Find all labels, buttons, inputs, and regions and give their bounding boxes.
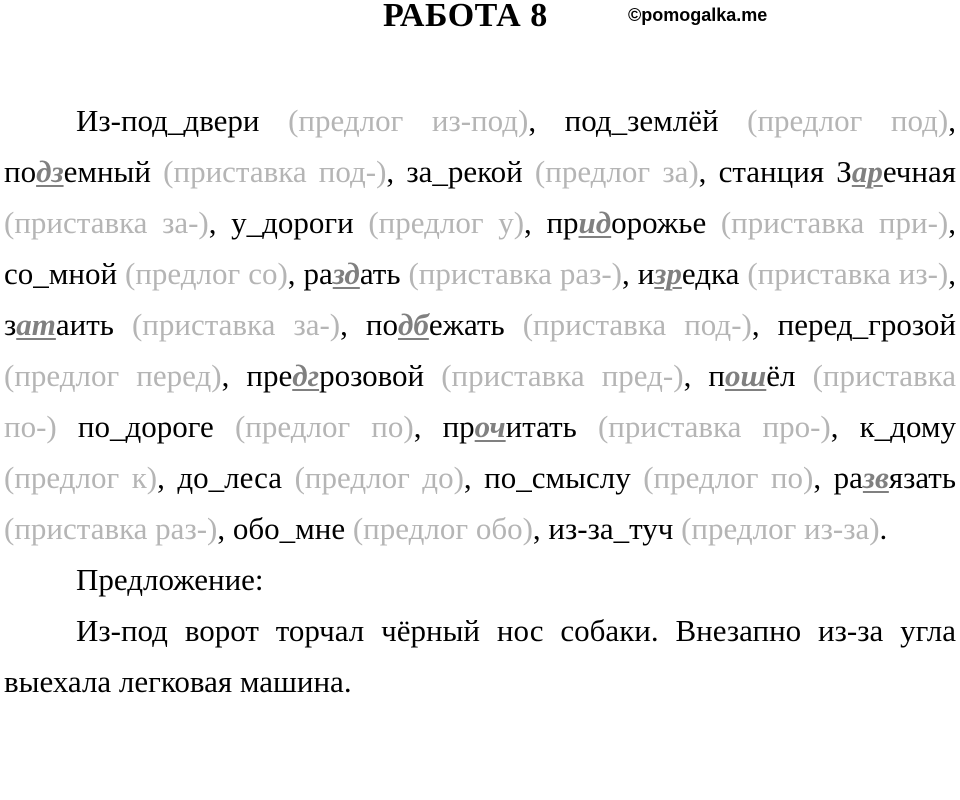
highlighted-letters: зв <box>862 460 889 495</box>
grammar-note: (приставка при-) <box>720 205 949 240</box>
word-text: , станция З <box>698 154 852 189</box>
word-text: , пре <box>221 358 293 393</box>
grammar-note: (приставка пред-) <box>441 358 684 393</box>
exercise-paragraph <box>4 95 956 554</box>
grammar-note: (предлог перед) <box>4 358 222 393</box>
word-text: емный <box>63 154 164 189</box>
highlighted-letters: ар <box>851 154 883 189</box>
watermark: ©pomogalka.me <box>628 5 768 25</box>
highlighted-letters: дб <box>398 307 429 342</box>
grammar-note: (приставка по-) <box>4 358 956 444</box>
word-text: , ра <box>287 256 333 291</box>
grammar-note: (приставка раз-) <box>408 256 622 291</box>
word-text: , к_дому <box>830 409 956 444</box>
word-text: итать <box>505 409 598 444</box>
sentence-label: Предложение: <box>76 562 264 597</box>
word-text: , по <box>4 103 956 189</box>
grammar-note: (предлог обо) <box>352 511 533 546</box>
word-text: , п <box>683 358 725 393</box>
grammar-note: (предлог из-под) <box>288 103 529 138</box>
word-text: едка <box>681 256 748 291</box>
word-text: , со_мной <box>4 205 956 291</box>
word-text: , у_дороги <box>208 205 369 240</box>
grammar-note: (предлог со) <box>125 256 288 291</box>
word-text: , под_землёй <box>528 103 748 138</box>
grammar-note: (приставка за-) <box>4 205 209 240</box>
word-text: по_дороге <box>56 409 235 444</box>
highlighted-letters: ид <box>578 205 612 240</box>
word-text: Из-под_двери <box>76 103 289 138</box>
word-text: , перед_грозой <box>751 307 956 342</box>
word-text: , з <box>4 256 956 342</box>
grammar-note: (предлог у) <box>368 205 525 240</box>
word-text: , и <box>621 256 655 291</box>
word-text: , по_смыслу <box>463 460 644 495</box>
highlighted-letters: ош <box>724 358 767 393</box>
grammar-note: (предлог до) <box>294 460 464 495</box>
word-text: , по <box>340 307 398 342</box>
highlighted-letters: дг <box>292 358 320 393</box>
word-text: аить <box>55 307 132 342</box>
grammar-note: (предлог по) <box>234 409 414 444</box>
word-text: ечная <box>882 154 956 189</box>
word-text: орожье <box>611 205 721 240</box>
word-text: розовой <box>319 358 442 393</box>
word-text: язать <box>888 460 956 495</box>
page-header <box>0 0 960 40</box>
highlighted-letters: зр <box>654 256 682 291</box>
grammar-note: (предлог по) <box>643 460 814 495</box>
highlighted-letters: зд <box>332 256 360 291</box>
grammar-note: (предлог к) <box>4 460 158 495</box>
word-text: , до_леса <box>157 460 295 495</box>
highlighted-letters: оч <box>474 409 506 444</box>
word-text: , за_рекой <box>386 154 535 189</box>
document-body <box>4 95 956 707</box>
grammar-note: (предлог за) <box>534 154 699 189</box>
grammar-note: (приставка раз-) <box>4 511 218 546</box>
sentence-text: Из-под ворот торчал чёрный нос собаки. Внезапно из-за угла выехала легковая машина. <box>4 613 956 699</box>
word-text: , из-за_туч <box>532 511 682 546</box>
page-title: РАБОТА 8 <box>383 0 548 34</box>
grammar-note: (предлог под) <box>747 103 949 138</box>
word-text: , пр <box>413 409 475 444</box>
grammar-note: (приставка из-) <box>747 256 949 291</box>
highlighted-letters: дз <box>36 154 64 189</box>
word-text: , ра <box>813 460 863 495</box>
word-text: . <box>879 511 888 546</box>
highlighted-letters: ат <box>16 307 56 342</box>
word-text: , обо_мне <box>217 511 353 546</box>
grammar-note: (приставка под-) <box>163 154 387 189</box>
grammar-note: (приставка под-) <box>522 307 752 342</box>
word-text: , пр <box>524 205 579 240</box>
grammar-note: (приставка за-) <box>131 307 341 342</box>
grammar-note: (приставка про-) <box>597 409 831 444</box>
word-text: ёл <box>766 358 813 393</box>
word-text: ежать <box>428 307 523 342</box>
word-text: ать <box>359 256 409 291</box>
grammar-note: (предлог из-за) <box>681 511 880 546</box>
